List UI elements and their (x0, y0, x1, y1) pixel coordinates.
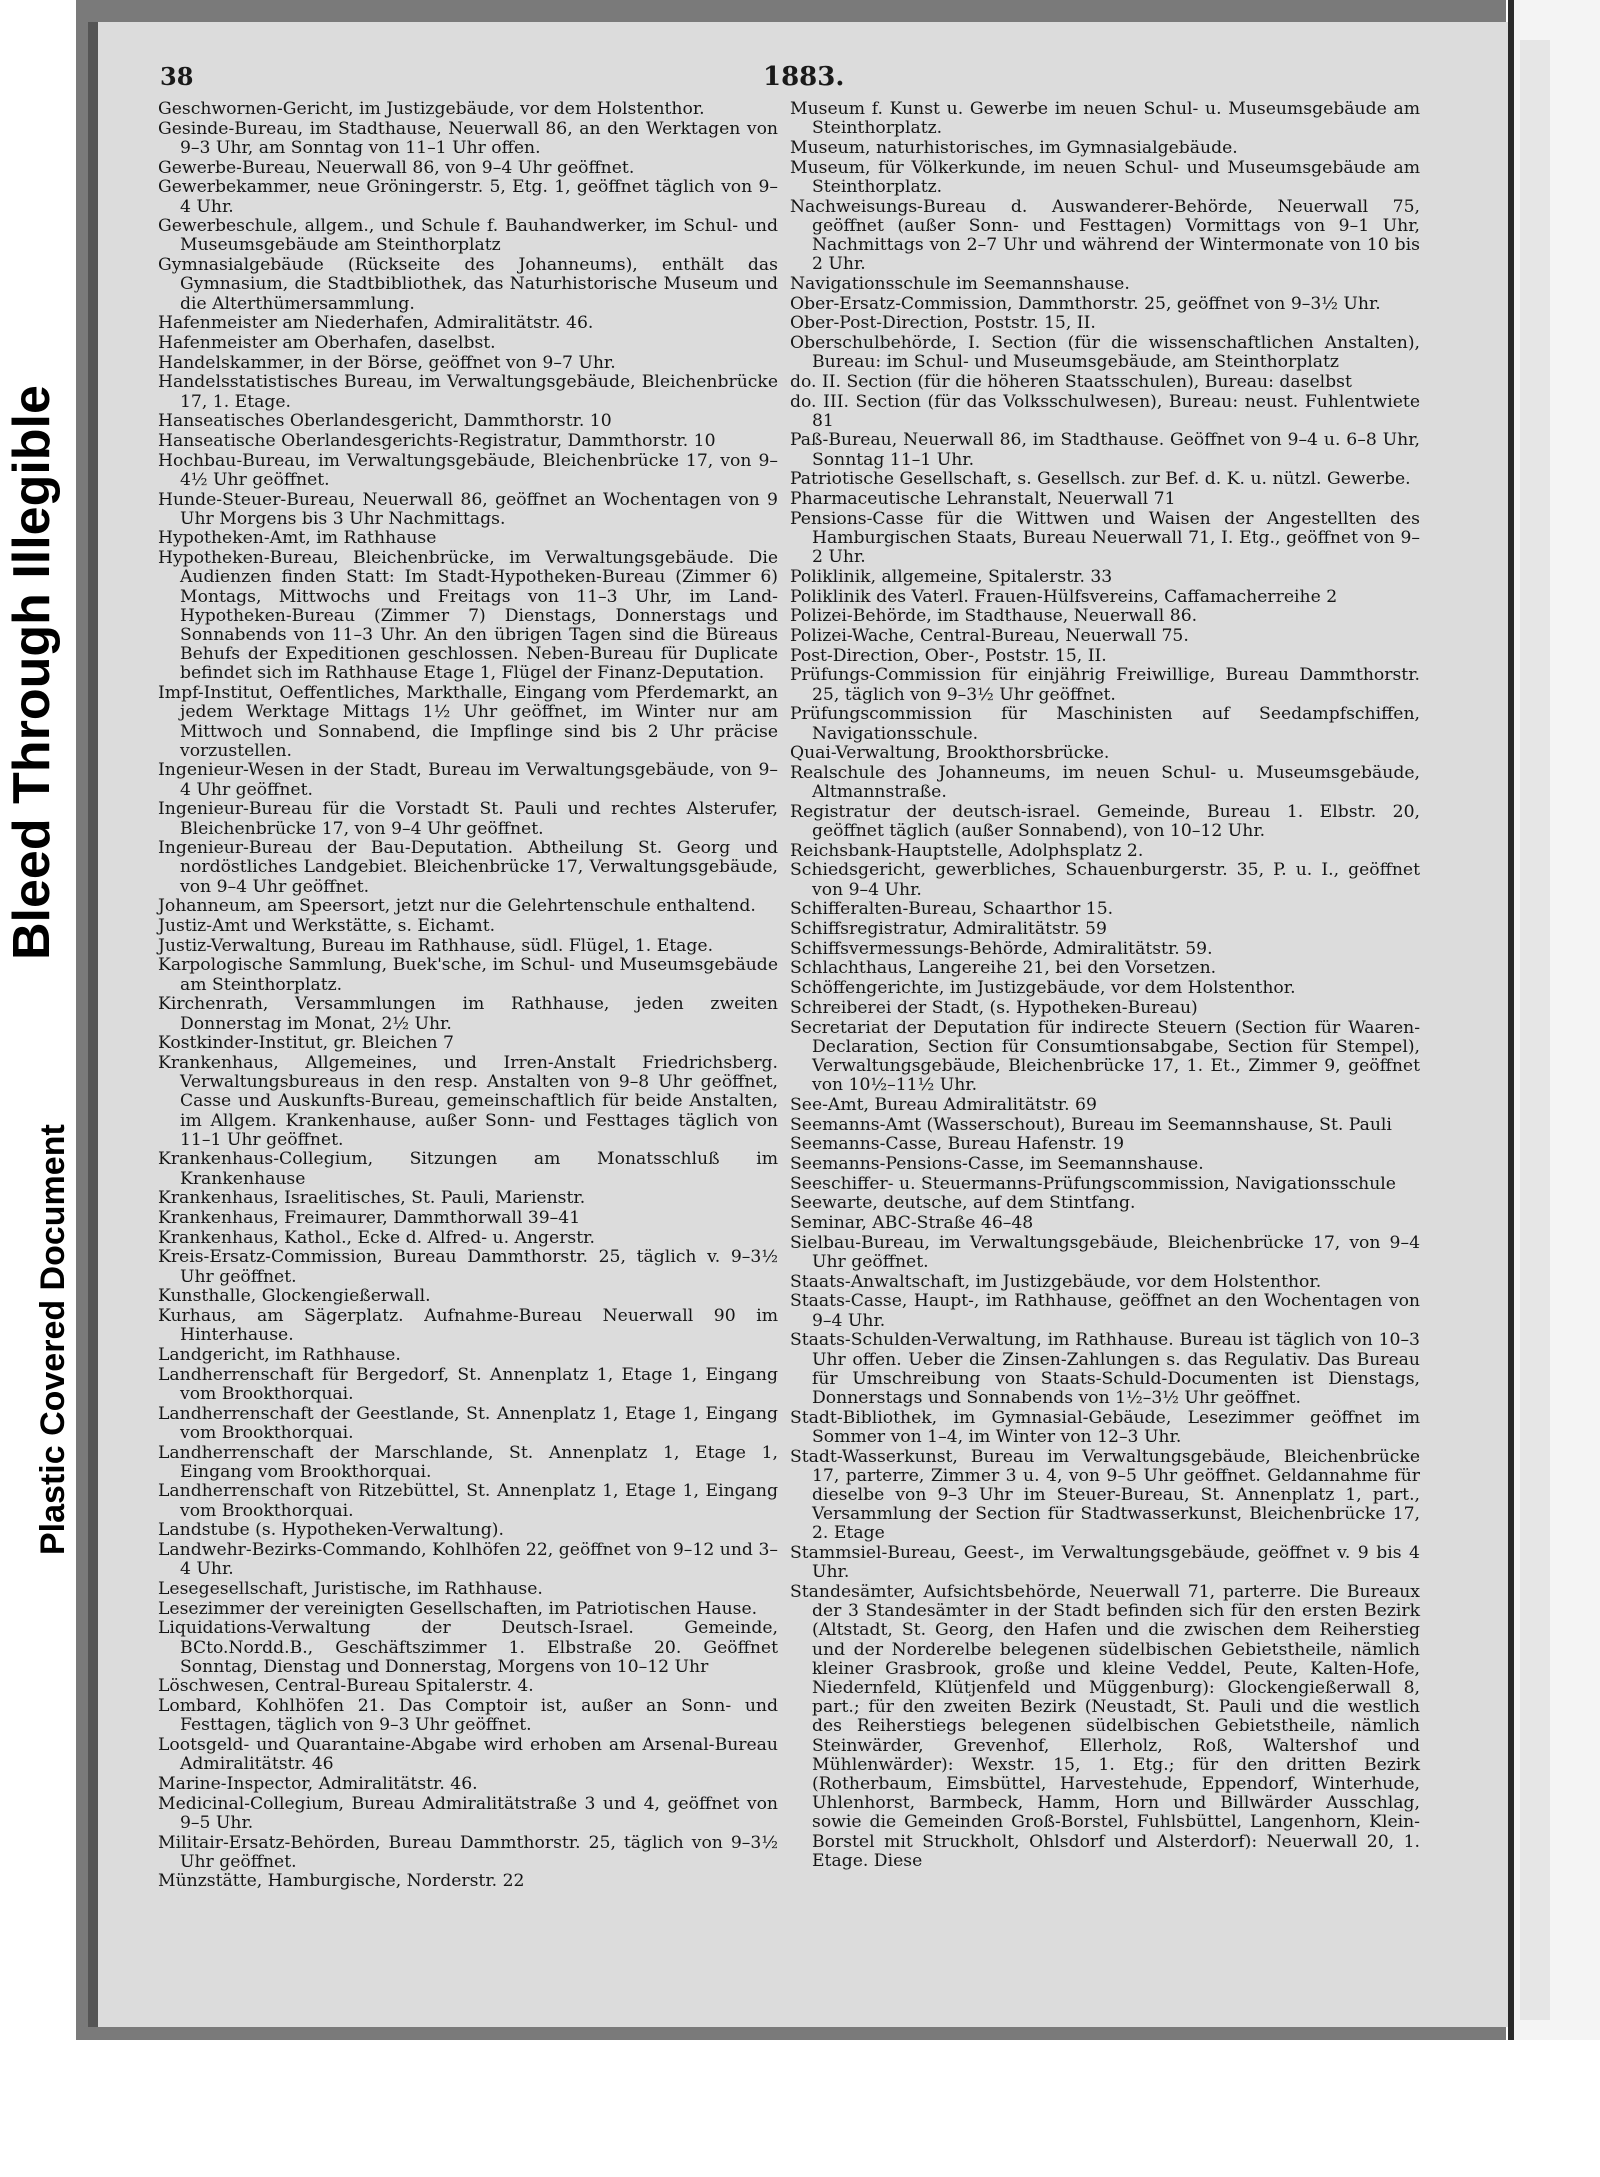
directory-entry: Secretariat der Deputation für indirecte Steuern (Section für Waaren-Declaration, Section für Consumtionsabgabe, Section für Stempel), Verwaltungsgebäude, Bleichenbrücke 17, 1. Et., Zimmer 9, geöffnet von 10½–11½ Uhr. (790, 1017, 1420, 1096)
directory-entry: Krankenhaus, Freimaurer, Dammthorwall 39–41 (158, 1208, 581, 1229)
directory-entry: Prüfungs-Commission für einjährig Freiwillige, Bureau Dammthorstr. 25, täglich von 9–3½ Uhr geöffnet. (790, 665, 1420, 705)
directory-entry: Handelsstatistisches Bureau, im Verwaltungsgebäude, Bleichenbrücke 17, 1. Etage. (158, 372, 778, 412)
directory-entry: Landwehr-Bezirks-Commando, Kohlhöfen 22, geöffnet von 9–12 und 3–4 Uhr. (158, 1540, 778, 1580)
directory-entry: Kostkinder-Institut, gr. Bleichen 7 (158, 1033, 454, 1054)
directory-entry: Krankenhaus, Kathol., Ecke d. Alfred- u. Angerstr. (158, 1227, 595, 1248)
directory-entry: Liquidations-Verwaltung der Deutsch-Israel. Gemeinde, BCto.Nordd.B., Geschäftszimmer 1. Elbstraße 20. Geöffnet Sonntag, Dienstag und Donnerstag, Morgens von 10–12 Uhr (158, 1618, 778, 1677)
directory-entry: Landherrenschaft der Geestlande, St. Annenplatz 1, Etage 1, Eingang vom Brookthorquai. (158, 1403, 778, 1443)
directory-entry: Marine-Inspector, Admiralitätstr. 46. (158, 1773, 478, 1794)
left-column (158, 100, 778, 1892)
directory-entry: Kurhaus, am Sägerplatz. Aufnahme-Bureau Neuerwall 90 im Hinterhause. (158, 1306, 778, 1346)
directory-entry: Landgericht, im Rathhause. (158, 1345, 401, 1365)
directory-entry: Kirchenrath, Versammlungen im Rathhause, jeden zweiten Donnerstag im Monat, 2½ Uhr. (158, 994, 778, 1034)
page-right-edge (1508, 0, 1600, 2040)
page-bottom-margin (76, 2040, 1600, 2177)
directory-entry: Handelskammer, in der Börse, geöffnet von 9–7 Uhr. (158, 352, 616, 373)
directory-entry: Oberschulbehörde, I. Section (für die wissenschaftlichen Anstalten), Bureau: im Schul- und Museumsgebäude, am Steinthorplatz (790, 332, 1420, 373)
directory-entry: Schiffsvermessungs-Behörde, Admiralitätstr. 59. (790, 938, 1213, 959)
directory-entry: Hypotheken-Bureau, Bleichenbrücke, im Verwaltungsgebäude. Die Audienzen finden Statt: Im Stadt-Hypotheken-Bureau (Zimmer 6) Montags, Mittwochs und Freitags von 11–3 Uhr, im Land-Hypotheken-Bureau (Zimmer 7) Dienstags, Donnerstags und Sonnabends von 11–3 Uhr. An den übrigen Tagen sind die Büreaus Behufs der Expeditionen geschlossen. Neben-Bureau für Duplicate befindet sich im Rathhause Etage 1, Flügel der Finanz-Deputation. (158, 548, 778, 684)
directory-entry: Lesezimmer der vereinigten Gesellschaften, im Patriotischen Hause. (158, 1598, 758, 1619)
directory-entry: Ober-Post-Direction, Poststr. 15, II. (790, 313, 1096, 334)
directory-entry: Münzstätte, Hamburgische, Norderstr. 22 (158, 1871, 525, 1892)
page-year: 1883. (763, 62, 845, 92)
directory-entry: Hanseatisches Oberlandesgericht, Dammthorstr. 10 (158, 411, 612, 432)
directory-entry: Staats-Casse, Haupt-, im Rathhause, geöffnet an den Wochentagen von 9–4 Uhr. (790, 1291, 1420, 1331)
directory-entry: Gewerbekammer, neue Gröningerstr. 5, Etg. 1, geöffnet täglich von 9–4 Uhr. (158, 177, 778, 217)
directory-entry: Paß-Bureau, Neuerwall 86, im Stadthause. Geöffnet von 9–4 u. 6–8 Uhr, Sonntag 11–1 Uhr. (790, 430, 1420, 470)
directory-entry: do. III. Section (für das Volksschulwesen), Bureau: neust. Fuhlentwiete 81 (790, 391, 1420, 431)
directory-entry: Justiz-Amt und Werkstätte, s. Eichamt. (158, 916, 496, 937)
directory-entry: Hypotheken-Amt, im Rathhause (158, 528, 437, 549)
directory-entry: Museum, naturhistorisches, im Gymnasialgebäude. (790, 137, 1238, 158)
directory-entry: Realschule des Johanneums, im neuen Schul- u. Museumsgebäude, Altmannstraße. (790, 762, 1420, 803)
directory-entry: Ober-Ersatz-Commission, Dammthorstr. 25, geöffnet von 9–3½ Uhr. (790, 293, 1381, 314)
directory-entry: Schiffsregistratur, Admiralitätstr. 59 (790, 919, 1107, 940)
directory-entry: Landherrenschaft der Marschlande, St. Annenplatz 1, Etage 1, Eingang vom Brookthorquai. (158, 1442, 778, 1482)
page-number: 38 (160, 62, 194, 91)
directory-entry: Polizei-Behörde, im Stadthause, Neuerwall 86. (790, 606, 1198, 627)
directory-entry: Landherrenschaft von Ritzebüttel, St. Annenplatz 1, Etage 1, Eingang vom Brookthorquai. (158, 1481, 778, 1521)
side-labels (0, 160, 80, 1560)
directory-entry: Polizei-Wache, Central-Bureau, Neuerwall 75. (790, 625, 1189, 646)
directory-entry: Staats-Schulden-Verwaltung, im Rathhause. Bureau ist täglich von 10–3 Uhr offen. Ueber die Zinsen-Zahlungen s. das Regulativ. Das Bureau für Umschreibung von Staats-Schuld-Documenten ist Dienstags, Donnerstags und Sonnabends von 1½–3½ Uhr geöffnet. (790, 1330, 1420, 1408)
directory-entry: Hafenmeister am Oberhafen, daselbst. (158, 332, 496, 353)
directory-entry: Karpologische Sammlung, Buek'sche, im Schul- und Museumsgebäude am Steinthorplatz. (158, 955, 778, 995)
directory-entry: Schifferalten-Bureau, Schaarthor 15. (790, 899, 1114, 920)
directory-entry: Landherrenschaft für Bergedorf, St. Annenplatz 1, Etage 1, Eingang vom Brookthorquai. (158, 1364, 778, 1404)
directory-entry: Hanseatische Oberlandesgerichts-Registratur, Dammthorstr. 10 (158, 430, 716, 451)
directory-entry: Stadt-Wasserkunst, Bureau im Verwaltungsgebäude, Bleichenbrücke 17, parterre, Zimmer 3 u. 4, von 9–5 Uhr geöffnet. Geldannahme für dieselbe von 9–3 Uhr im Steuer-Bureau, St. Annenplatz 1, part., Versammlung der Section für Stadtwasserkunst, Bleichenbrücke 17, 2. Etage (790, 1446, 1420, 1544)
directory-entry: Seewarte, deutsche, auf dem Stintfang. (790, 1193, 1136, 1214)
directory-entry: Seminar, ABC-Straße 46–48 (790, 1213, 1034, 1234)
directory-entry: Lesegesellschaft, Juristische, im Rathhause. (158, 1578, 543, 1599)
directory-entry: Schreiberei der Stadt, (s. Hypotheken-Bureau) (790, 997, 1198, 1018)
directory-entry: do. II. Section (für die höheren Staatsschulen), Bureau: daselbst (790, 371, 1352, 392)
directory-entry: Justiz-Verwaltung, Bureau im Rathhause, südl. Flügel, 1. Etage. (158, 935, 714, 956)
directory-entry: Landstube (s. Hypotheken-Verwaltung). (158, 1520, 504, 1541)
directory-entry: Schlachthaus, Langereihe 21, bei den Vorsetzen. (790, 958, 1217, 979)
directory-entry: Johanneum, am Speersort, jetzt nur die Gelehrtenschule enthaltend. (158, 896, 756, 917)
directory-entry: Ingenieur-Wesen in der Stadt, Bureau im Verwaltungsgebäude, von 9–4 Uhr geöffnet. (158, 760, 778, 800)
directory-entry: Schöffengerichte, im Justizgebäude, vor dem Holstenthor. (790, 978, 1296, 999)
directory-entry: Reichsbank-Hauptstelle, Adolphsplatz 2. (790, 840, 1144, 861)
directory-entry: Kunsthalle, Glockengießerwall. (158, 1286, 431, 1307)
directory-entry: Sielbau-Bureau, im Verwaltungsgebäude, Bleichenbrücke 17, von 9–4 Uhr geöffnet. (790, 1232, 1420, 1272)
directory-entry: Navigationsschule im Seemannshause. (790, 273, 1130, 294)
directory-entry: Poliklinik, allgemeine, Spitalerstr. 33 (790, 566, 1113, 587)
directory-entry: Impf-Institut, Oeffentliches, Markthalle, Eingang vom Pferdemarkt, an jedem Werktage Mittags 1½ Uhr geöffnet, im Winter nur am Mittwoch und Sonnabend, die Impflinge sind bis 2 Uhr präcise vorzustellen. (158, 683, 778, 761)
directory-entry: Krankenhaus-Collegium, Sitzungen am Monatsschluß im Krankenhause (158, 1149, 778, 1189)
directory-entry: Kreis-Ersatz-Commission, Bureau Dammthorstr. 25, täglich v. 9–3½ Uhr geöffnet. (158, 1247, 778, 1287)
directory-entry: Gewerbe-Bureau, Neuerwall 86, von 9–4 Uhr geöffnet. (158, 157, 635, 178)
directory-entry: Nachweisungs-Bureau d. Auswanderer-Behörde, Neuerwall 75, geöffnet (außer Sonn- und Festtagen) Vormittags von 9–1 Uhr, Nachmittags von 2–7 Uhr und während der Wintermonate von 10 bis 2 Uhr. (790, 196, 1420, 275)
directory-entry: Prüfungscommission für Maschinisten auf Seedampfschiffen, Navigationsschule. (790, 704, 1420, 744)
directory-entry: Standesämter, Aufsichtsbehörde, Neuerwall 71, parterre. Die Bureaux der 3 Standesämter in der Stadt befinden sich für den ersten Bezirk (Altstadt, St. Georg, den Hafen und die zwischen dem Reiherstieg und der Norderelbe belegenen südelbischen Gebietstheile, nämlich kleiner Grasbrook, große und kleine Veddel, Peute, Kalten-Hofe, Niedernfeld, Klütjenfeld und Müggenburg): Glockengießerwall 8, part.; für den zweiten Bezirk (Neustadt, St. Pauli und die westlich des Reiherstiegs belegenen südelbischen Gebietstheile, nämlich Steinwärder, Grevenhof, Ellerholz, Roß, Waltershof und Mühlenwärder): Wexstr. 15, 1. Etg.; für den dritten Bezirk (Rotherbaum, Eimsbüttel, Harvestehude, Eppendorf, Winterhude, Uhlenhorst, Barmbeck, Hamm, Horn und Billwärder Ausschlag, sowie die Gemeinden Groß-Borstel, Fuhlsbüttel, Langenhorn, Klein-Borstel mit Struckholt, Ohlsdorf und Alsterdorf): Neuerwall 20, 1. Etage. Diese (790, 1581, 1420, 1871)
directory-entry: Gesinde-Bureau, im Stadthause, Neuerwall 86, an den Werktagen von 9–3 Uhr, am Sonntag von 11–1 Uhr offen. (158, 118, 778, 158)
directory-entry: Registratur der deutsch-israel. Gemeinde, Bureau 1. Elbstr. 20, geöffnet täglich (außer Sonnabend), von 10–12 Uhr. (790, 801, 1420, 842)
directory-entry: Seemanns-Pensions-Casse, im Seemannshause. (790, 1153, 1204, 1174)
directory-entry: Löschwesen, Central-Bureau Spitalerstr. 4. (158, 1676, 534, 1697)
directory-entry: Lombard, Kohlhöfen 21. Das Comptoir ist, außer an Sonn- und Festtagen, täglich von 9–3 Uhr geöffnet. (158, 1696, 778, 1736)
directory-entry: Patriotische Gesellschaft, s. Gesellsch. zur Bef. d. K. u. nützl. Gewerbe. (790, 469, 1411, 490)
page-header (98, 40, 1398, 92)
directory-entry: Poliklinik des Vaterl. Frauen-Hülfsvereins, Caffamacherreihe 2 (790, 586, 1338, 607)
directory-entry: Quai-Verwaltung, Brookthorsbrücke. (790, 743, 1110, 764)
directory-entry: Museum f. Kunst u. Gewerbe im neuen Schul- u. Museumsgebäude am Steinthorplatz. (790, 99, 1420, 139)
directory-entry: Schiedsgericht, gewerbliches, Schauenburgerstr. 35, P. u. I., geöffnet von 9–4 Uhr. (790, 860, 1420, 900)
directory-entry: Staats-Anwaltschaft, im Justizgebäude, vor dem Holstenthor. (790, 1271, 1322, 1292)
right-column (790, 100, 1420, 1871)
directory-entry: Post-Direction, Ober-, Poststr. 15, II. (790, 645, 1107, 666)
directory-entry: Pensions-Casse für die Wittwen und Waisen der Angestellten des Hamburgischen Staats, Bureau Neuerwall 71, I. Etg., geöffnet von 9–2 Uhr. (790, 508, 1420, 568)
directory-entry: Museum, für Völkerkunde, im neuen Schul- und Museumsgebäude am Steinthorplatz. (790, 157, 1420, 197)
directory-entry: Pharmaceutische Lehranstalt, Neuerwall 71 (790, 489, 1176, 510)
directory-entry: Ingenieur-Bureau der Bau-Deputation. Abtheilung St. Georg und nordöstliches Landgebiet. Bleichenbrücke 17, Verwaltungsgebäude, von 9–4 Uhr geöffnet. (158, 838, 778, 897)
directory-entry: Seemanns-Amt (Wasserschout), Bureau im Seemannshause, St. Pauli (790, 1114, 1392, 1135)
directory-entry: Seemanns-Casse, Bureau Hafenstr. 19 (790, 1134, 1125, 1155)
bleed-through-label: Bleed Through Illegible (3, 385, 61, 960)
directory-entry: Ingenieur-Bureau für die Vorstadt St. Pauli und rechtes Alsterufer, Bleichenbrücke 17, von 9–4 Uhr geöffnet. (158, 799, 778, 839)
directory-entry: Krankenhaus, Allgemeines, und Irren-Anstalt Friedrichsberg. Verwaltungsbureaus in den resp. Anstalten von 9–8 Uhr geöffnet, Casse und Auskunfts-Bureau, gemeinschaftlich für beide Anstalten, im Allgem. Krankenhause, außer Sonn- und Festtages täglich von 11–1 Uhr geöffnet. (158, 1052, 778, 1150)
directory-entry: Stammsiel-Bureau, Geest-, im Verwaltungsgebäude, geöffnet v. 9 bis 4 Uhr. (790, 1543, 1420, 1583)
directory-entry: Krankenhaus, Israelitisches, St. Pauli, Marienstr. (158, 1188, 586, 1209)
directory-entry: Lootsgeld- und Quarantaine-Abgabe wird erhoben am Arsenal-Bureau Admiralitätstr. 46 (158, 1735, 778, 1775)
directory-entry: Gewerbeschule, allgem., und Schule f. Bauhandwerker, im Schul- und Museumsgebäude am Steinthorplatz (158, 216, 778, 256)
directory-entry: See-Amt, Bureau Admiralitätstr. 69 (790, 1094, 1097, 1115)
directory-entry: Hafenmeister am Niederhafen, Admiralitätstr. 46. (158, 313, 594, 334)
directory-entry: Stadt-Bibliothek, im Gymnasial-Gebäude, Lesezimmer geöffnet im Sommer von 1–4, im Winter von 12–3 Uhr. (790, 1407, 1420, 1447)
plastic-covered-label: Plastic Covered Document (34, 1124, 72, 1555)
directory-entry: Geschwornen-Gericht, im Justizgebäude, vor dem Holstenthor. (158, 99, 705, 119)
directory-entry: Gymnasialgebäude (Rückseite des Johanneums), enthält das Gymnasium, die Stadtbibliothek, das Naturhistorische Museum und die Alterthümersammlung. (158, 255, 778, 314)
directory-entry: Militair-Ersatz-Behörden, Bureau Dammthorstr. 25, täglich von 9–3½ Uhr geöffnet. (158, 1832, 778, 1872)
directory-entry: Hunde-Steuer-Bureau, Neuerwall 86, geöffnet an Wochentagen von 9 Uhr Morgens bis 3 Uhr Nachmittags. (158, 489, 778, 529)
directory-entry: Medicinal-Collegium, Bureau Admiralitätstraße 3 und 4, geöffnet von 9–5 Uhr. (158, 1793, 778, 1833)
directory-entry: Seeschiffer- u. Steuermanns-Prüfungscommission, Navigationsschule (790, 1173, 1396, 1194)
directory-entry: Hochbau-Bureau, im Verwaltungsgebäude, Bleichenbrücke 17, von 9–4½ Uhr geöffnet. (158, 450, 778, 490)
